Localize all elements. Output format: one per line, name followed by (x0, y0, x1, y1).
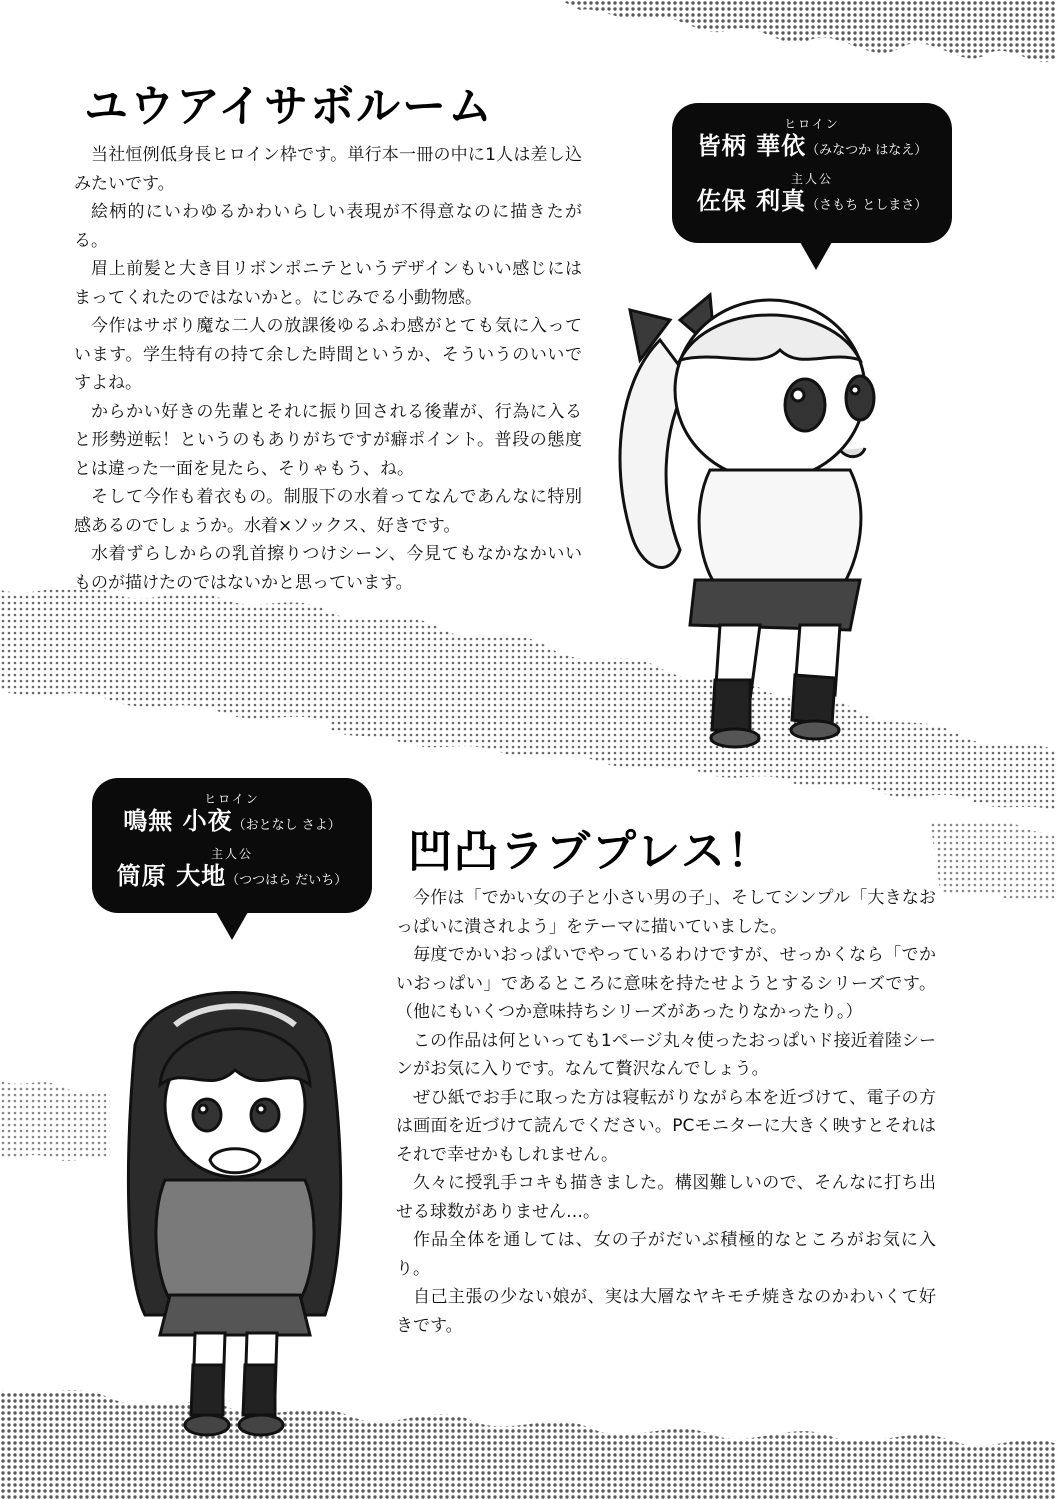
hero-name-row (92, 861, 372, 896)
heroine-name-row (92, 806, 372, 841)
heroine-name: 皆柄 華依 (696, 132, 807, 160)
paragraph: 今作はサボり魔な二人の放課後ゆるふわ感がとても気に入っています。学生特有の持て余した時間というか、そういうのいいですよね。 (74, 316, 582, 393)
hero-reading: （つつはら だいち） (226, 873, 348, 888)
hero-name: 佐保 利真 (696, 187, 807, 215)
paragraph: からかい好きの先輩とそれに振り回される後輩が、行為に入ると形勢逆転！というのもありがちですが癖ポイント。普段の態度とは違った一面を見たら、そりゃもう、ね。 (74, 401, 582, 479)
paragraph: 自己主張の少ない娘が、実は大層なヤキモチ焼きなのかわいくて好きです。 (396, 1287, 936, 1336)
character-bubble-2 (92, 778, 372, 913)
section1-body (74, 141, 582, 597)
halftone-top-band (0, 0, 1057, 62)
paragraph: 毎度でかいおっぱいでやっているわけですが、せっかくなら「でかいおっぱい」であるところに意味を持たせようとするシリーズです。（他にもいくつか意味持ちシリーズがあったりなかったり。） (396, 945, 936, 1022)
section2-title: 凹凸ラブプレス！ (408, 826, 773, 877)
bubble-tail (800, 242, 832, 270)
hero-role-label: 主人公 (210, 847, 253, 861)
hero-name-row (672, 186, 952, 221)
heroine-name-row (672, 131, 952, 166)
heroine-role-label: ヒロイン (784, 117, 840, 131)
hero-reading: （さもち としまさ） (806, 198, 928, 213)
paragraph: 水着ずらしからの乳首擦りつけシーン、今見てもなかなかいいものが描けたのではないかと思っています。 (74, 544, 582, 593)
halftone-left-patch (0, 1080, 110, 1161)
character-bubble-1 (672, 103, 952, 243)
paragraph: そして今作も着衣もの。制服下の水着ってなんであんなに特別感あるのでしょうか。水着×ソックス、好きです。 (74, 487, 582, 536)
hero-name: 筒原 大地 (116, 862, 227, 890)
bubble-tail (216, 912, 248, 940)
heroine-illustration-1 (600, 280, 930, 760)
paragraph: 作品全体を通しては、女の子がだいぶ積極的なところがお気に入り。 (396, 1230, 936, 1279)
hero-role-label: 主人公 (790, 172, 833, 186)
heroine-role-label: ヒロイン (204, 792, 260, 806)
halftone-right-patch (930, 820, 1057, 901)
paragraph: 久々に授乳手コキも描きました。構図難しいので、そんなに打ち出せる球数がありません…。 (396, 1173, 936, 1222)
paragraph: この作品は何といっても1ページ丸々使ったおっぱいド接近着陸シーンがお気に入りです。なんて贅沢なんでしょう。 (396, 1030, 936, 1079)
heroine-reading: （おとなし さよ） (232, 818, 341, 833)
section2-body (396, 884, 936, 1340)
heroine-name: 鳴無 小夜 (123, 807, 233, 835)
paragraph: 当社恒例低身長ヒロイン枠です。単行本一冊の中に1人は差し込みたいです。 (74, 145, 582, 194)
heroine-reading: （みなつか はなえ） (806, 143, 928, 158)
section1-title: ユウアイサボルーム (84, 81, 495, 132)
paragraph: 眉上前髪と大き目リボンポニテというデザインもいい感じにはまってくれたのではないかと。にじみでる小動物感。 (74, 259, 582, 308)
paragraph: ぜひ紙でお手に取った方は寝転がりながら本を近づけて、電子の方は画面を近づけて読んでください。PCモニターに大きく映すとそれはそれで幸せかもしれません。 (396, 1087, 936, 1165)
paragraph: 絵柄的にいわゆるかわいらしい表現が不得意なのに描きたがる。 (74, 202, 582, 251)
paragraph: 今作は「でかい女の子と小さい男の子」、そしてシンプル「大きなおっぱいに潰されよう」をテーマに描いていました。 (396, 888, 936, 937)
heroine-illustration-2 (115, 955, 355, 1445)
